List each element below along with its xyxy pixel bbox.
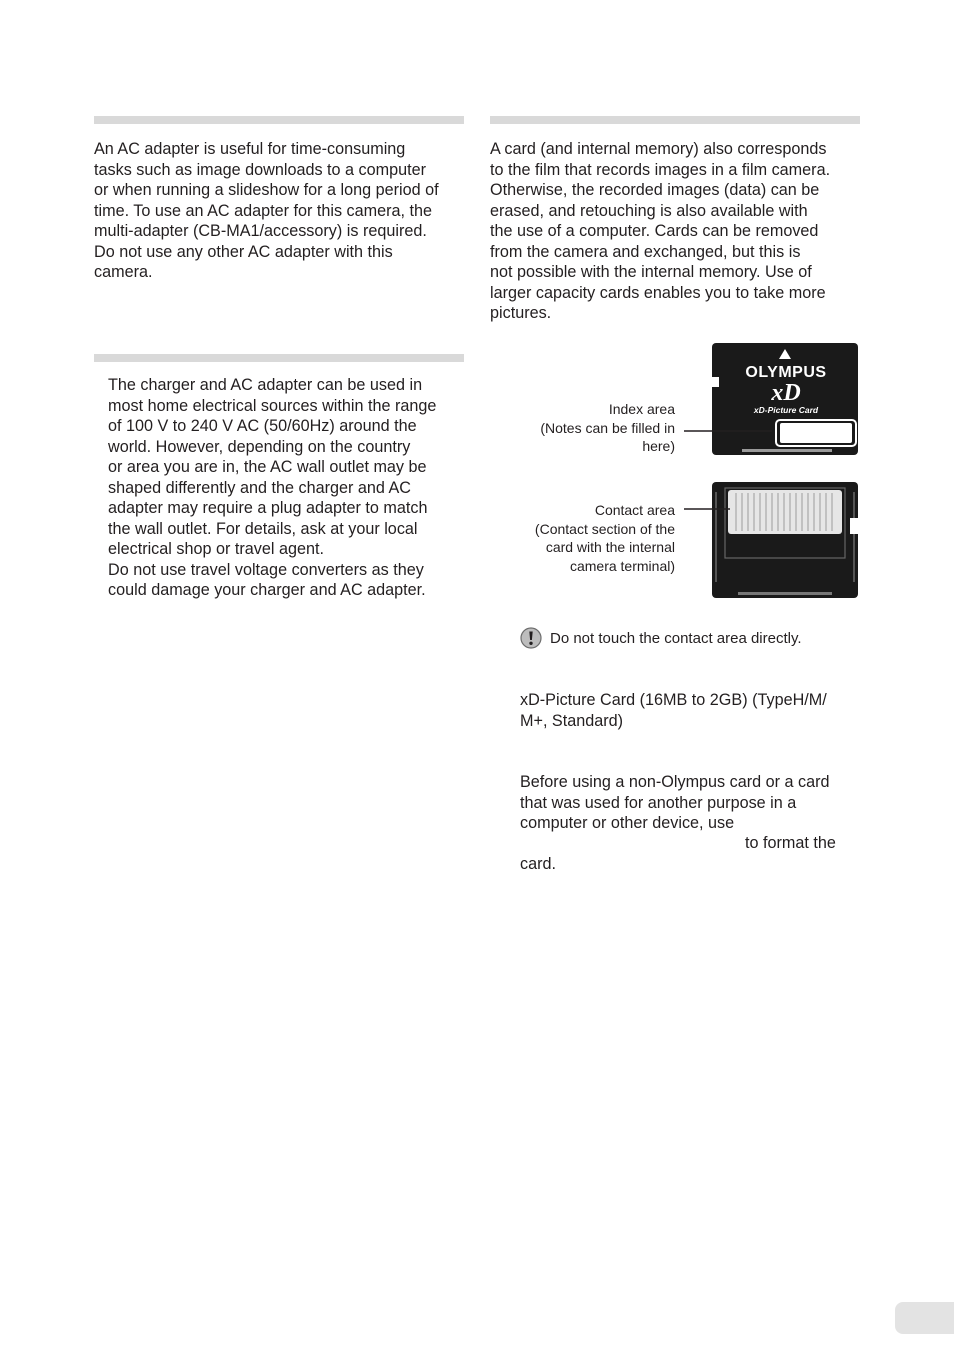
contact-area-leader-line	[684, 506, 744, 512]
card-xd-subtitle: xD-Picture Card	[753, 405, 819, 415]
section-bar-card	[490, 116, 860, 124]
contact-area-label: Contact area (Contact section of the card with the internal camera terminal)	[534, 502, 675, 574]
section-bar-ac-adapter	[94, 116, 464, 124]
ac-adapter-paragraph: An AC adapter is useful for time-consuming tasks such as image downloads to a computer or when running a slideshow for a long period of time. To use an AC adapter for this camera, the multi-adapter (CB-MA1/accessory) is required. Do not use any other AC adapter with this camera.	[94, 140, 439, 281]
format-text-end: card.	[520, 855, 556, 873]
compatible-cards-text: xD-Picture Card (16MB to 2GB) (TypeH/M/ M+, Standard)	[520, 691, 827, 730]
card-brand-text: OLYMPUS	[745, 364, 827, 381]
caution-note: Do not touch the contact area directly.	[550, 630, 802, 647]
card-paragraph: A card (and internal memory) also corresponds to the film that records images in a film camera. Otherwise, the recorded images (data) can be erased, and retouching is also available with the use of a computer. Cards can be removed from the camera and exchanged, but this is not possible with the internal memory. Use of larger capacity cards enables you to take more pictures.	[490, 140, 831, 322]
index-area-leader-line	[684, 428, 784, 434]
page-number-tab	[895, 1302, 954, 1334]
index-area-label: Index area (Notes can be filled in here)	[540, 401, 675, 454]
section-bar-overseas	[94, 354, 464, 362]
caution-icon	[520, 627, 542, 649]
card-xd-logo: xD	[771, 380, 801, 406]
overseas-paragraph: The charger and AC adapter can be used in most home electrical sources within the range of 100 V to 240 V AC (50/60Hz) around the world. However, depending on the country or area you are in, the AC wall outlet may be shaped differently and the charger and AC adapter may require a plug adapter to match the wall outlet. For details, ask at your local electrical shop or travel agent. Do not use travel voltage converters as they could damage your charger and AC adapter.	[108, 376, 437, 599]
card-back-illustration	[712, 482, 862, 600]
format-text-continued: to format the	[745, 834, 836, 852]
format-text: Before using a non-Olympus card or a card that was used for another purpose in a computer or other device, use	[520, 773, 830, 832]
